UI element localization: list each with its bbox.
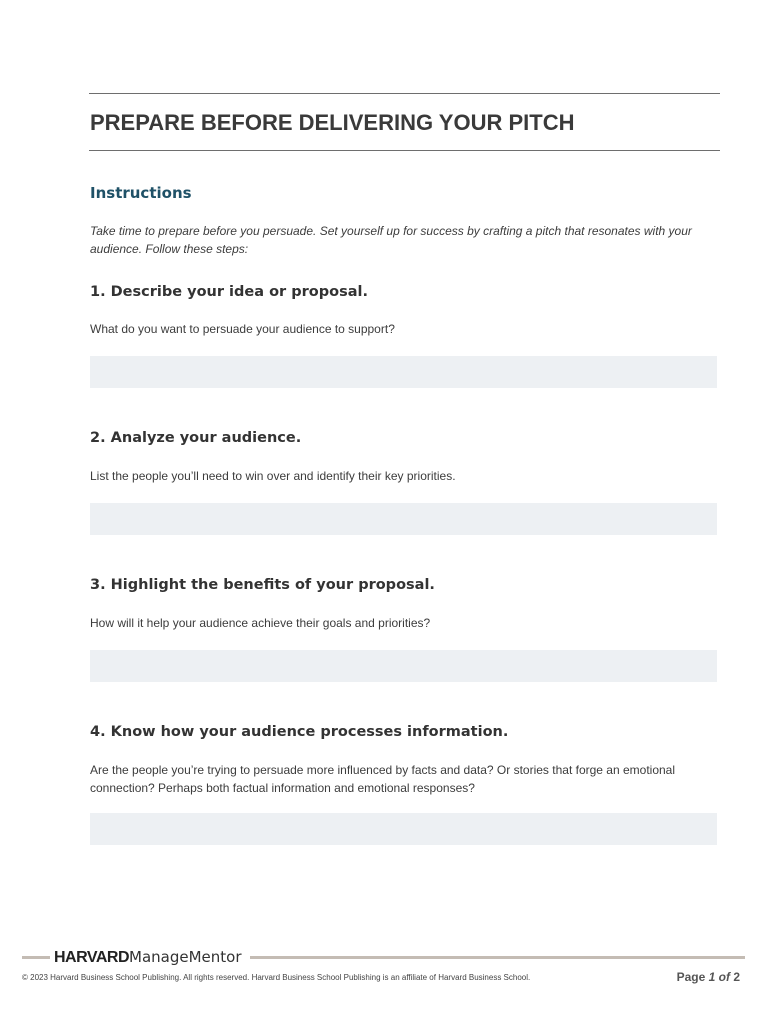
instructions-heading: Instructions [90,184,192,202]
page-current: 1 [708,970,716,984]
logo-product-text: ManageMentor [129,948,242,966]
step-3-answer-field[interactable] [90,650,717,682]
title-bottom-rule [89,150,720,151]
step-3-prompt: How will it help your audience achieve their goals and priorities? [90,616,431,630]
copyright-notice: © 2023 Harvard Business School Publishing. All rights reserved. Harvard Business School Publishing is an affiliate of Harvard Business School. [22,973,531,982]
logo-harvard-text: HARVARD [54,949,130,966]
title-top-rule [89,93,720,94]
footer-rule-right [250,956,745,959]
step-1-title: 1. Describe your idea or proposal. [90,284,368,300]
step-1-prompt: What do you want to persuade your audience to support? [90,322,395,336]
footer-rule-left [22,956,52,959]
page-of: of [718,970,730,984]
step-2-title: 2. Analyze your audience. [90,430,302,446]
step-2-answer-field[interactable] [90,503,717,535]
step-4-prompt: Are the people you’re trying to persuade more influenced by facts and data? Or stories that forge an emotional connection? Perhaps both factual information and emotional responses? [90,763,676,795]
step-4-title: 4. Know how your audience processes information. [90,724,509,740]
step-3-title: 3. Highlight the benefits of your proposal. [90,577,435,593]
instructions-text: Take time to prepare before you persuade. Set yourself up for success by crafting a pitch that resonates with your audience. Follow these steps: [90,224,692,256]
page-title: PREPARE BEFORE DELIVERING YOUR PITCH [90,110,575,135]
step-2-prompt: List the people you’ll need to win over and identify their key priorities. [90,469,456,483]
harvard-managementor-logo [50,947,246,967]
page-total: 2 [733,970,740,984]
step-4-answer-field[interactable] [90,813,717,845]
page-label: Page [676,970,706,984]
step-1-answer-field[interactable] [90,356,717,388]
page-number [677,970,740,984]
